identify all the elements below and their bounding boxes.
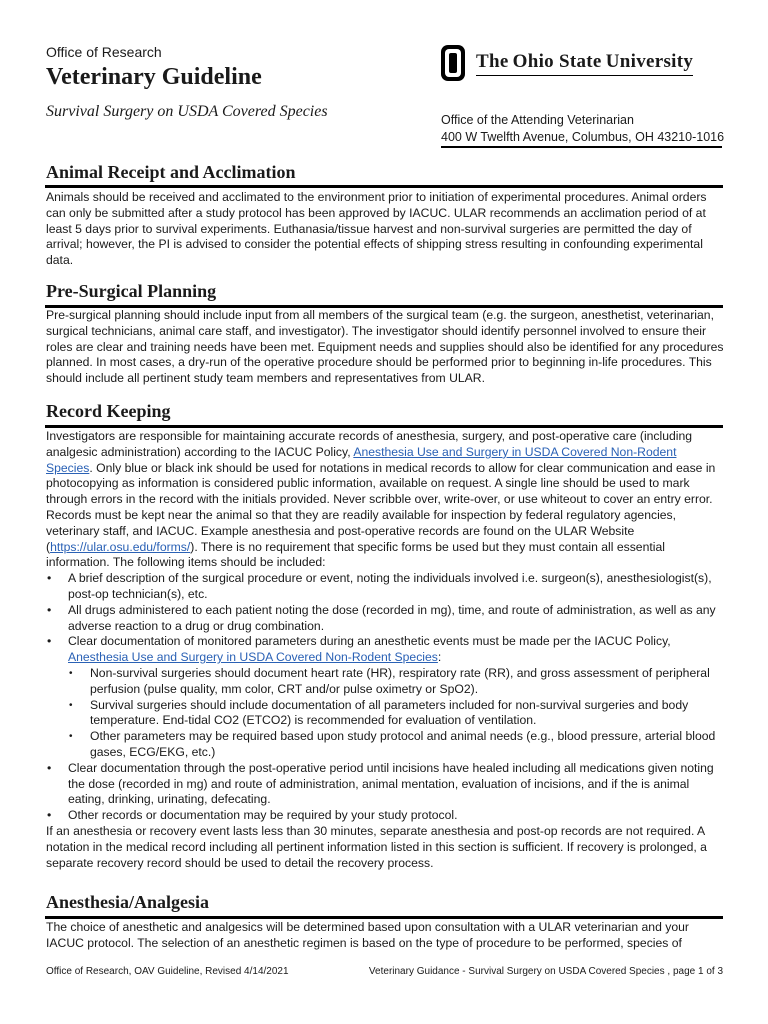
office-label: Office of Research [46, 44, 162, 60]
section-body-records [46, 429, 726, 871]
footer-page-info: Veterinary Guidance - Survival Surgery on USDA Covered Species , page 1 of 3 [368, 966, 723, 977]
footer-revision: Office of Research, OAV Guideline, Revised 4/14/2021 [46, 966, 289, 977]
block-o-icon [440, 44, 466, 82]
section-rule [45, 185, 723, 188]
vet-office-rule [441, 146, 722, 148]
records-sub-list [68, 666, 726, 761]
policy-link[interactable]: Anesthesia Use and Surgery in USDA Covered Non-Rodent Species [68, 650, 438, 665]
page-subtitle: Survival Surgery on USDA Covered Species [46, 103, 328, 120]
section-title-records: Record Keeping [46, 401, 171, 421]
university-wordmark: The Ohio State University [476, 51, 693, 76]
page-title: Veterinary Guideline [46, 64, 262, 90]
vet-office-address: 400 W Twelfth Avenue, Columbus, OH 43210-1016 [441, 130, 725, 144]
list-item: • Other parameters may be required based upon study protocol and animal needs (e.g., blood pressure, arterial blood gases, ECG/EKG, etc.) [68, 729, 726, 761]
section-body-receipt: Animals should be received and acclimated to the environment prior to initiation of experimental procedures. Animal orders can only be submitted after a study protocol has been approved by IACUC. ULAR recommends an acclimation period of at least 5 days prior to survival experiments. Euthanasia/tissue harvest and non-survival surgeries are permitted the day of arrival; however, the PI is advised to consider the potential effects of shipping stress resulting in confounding experimental data. [46, 190, 707, 268]
list-item: • All drugs administered to each patient noting the dose (recorded in mg), time, and route of administration, as well as any adverse reaction to a drug or drug combination. [46, 603, 726, 635]
section-body-anesthesia: The choice of anesthetic and analgesics will be determined based upon consultation with a ULAR veterinarian and your IACUC protocol. The selection of an anesthetic regimen is based on the type of procedure to be performed, species of [46, 920, 689, 950]
vet-office-name: Office of the Attending Veterinarian [441, 113, 634, 127]
list-item: • Clear documentation through the post-operative period until incisions have healed including all medications given noting the dose (recorded in mg) and route of administration, animal mentation, evaluation of incisions, and if the is animal eating, drinking, urinating, defecating. [46, 761, 726, 808]
list-item: • Clear documentation of monitored parameters during an anesthetic events must be made per the IACUC Policy, Anesthesia Use and Surgery in USDA Covered Non-Rodent Species: • Non-survival surgeries should document heart rate (HR), respiratory rate (RR), and gross assessment of peripheral perfusion (pulse quality, mm color, CRT and/or pulse oximetry or SpO2). • Survival surgeries should include documentation of all parameters included for non-survival surgeries and body temperature. End-tidal CO2 (ETCO2) is recommended for evaluation of ventilation. • Other parameters may be required based upon study protocol and animal needs (e.g., blood pressure, arterial blood gases, ECG/EKG, etc.) [46, 634, 726, 760]
vet-office-block [441, 112, 724, 146]
section-title-receipt: Animal Receipt and Acclimation [46, 162, 296, 182]
records-bullet-list [46, 571, 726, 824]
records-intro: Investigators are responsible for maintaining accurate records of anesthesia, surgery, and post-operative care (including analgesic administration) according to the IACUC Policy, Anesthesia Use and Surgery in USDA Covered Non-Rodent Species. Only blue or black ink should be used for notations in medical records to allow for clear communication and ease in photocopying as information is considered public information, available on request. A single line should be used to mark through errors in the record with the initials provided. Never scribble over, write-over, or use whiteout to cover an entry error. Records must be kept near the animal so that they are readily available for inspection by federal regulatory agencies, veterinary staff, and IACUC. Example anesthesia and post-operative records are found on the ULAR Website (https://ular.osu.edu/forms/). There is no requirement that specific forms be used but they must contain all essential information. The following items should be included: [46, 429, 716, 570]
ular-website-link[interactable]: https://ular.osu.edu/forms/ [50, 539, 191, 554]
section-rule [45, 425, 723, 428]
section-body-planning: Pre-surgical planning should include input from all members of the surgical team (e.g. the surgeon, anesthetist, veterinarian, surgical technicians, animal care staff, and investigator). The investigator should identify personnel involved to ensure their roles are clear and training needs have been met. Equipment needs and supplies should also be identified for any procedures planned. In most cases, a dry-run of the operative procedure should be performed prior to beginning in-life procedures. This should include all pertinent study team members and representatives from ULAR. [46, 308, 724, 386]
list-item: • Non-survival surgeries should document heart rate (HR), respiratory rate (RR), and gross assessment of peripheral perfusion (pulse quality, mm color, CRT and/or pulse oximetry or SpO2). [68, 666, 726, 698]
list-item: • Survival surgeries should include documentation of all parameters included for non-survival surgeries and body temperature. End-tidal CO2 (ETCO2) is recommended for evaluation of ventilation. [68, 698, 726, 730]
list-item: • Other records or documentation may be required by your study protocol. [46, 808, 726, 824]
section-title-planning: Pre-Surgical Planning [46, 281, 217, 301]
university-logo [440, 44, 693, 82]
policy-link[interactable]: Anesthesia Use and Surgery in USDA Covered Non-Rodent Species [46, 444, 677, 475]
list-item: • A brief description of the surgical procedure or event, noting the individuals involved i.e. surgeon(s), anesthesiologist(s), post-op technician(s), etc. [46, 571, 726, 603]
section-rule [45, 916, 723, 919]
section-title-anesthesia: Anesthesia/Analgesia [46, 892, 210, 912]
records-closing: If an anesthesia or recovery event lasts less than 30 minutes, separate anesthesia and post-op records are not required. A notation in the medical record including all pertinent information listed in this section is sufficient. If recovery is prolonged, a separate recovery record should be used to detail the recovery process. [46, 823, 707, 870]
